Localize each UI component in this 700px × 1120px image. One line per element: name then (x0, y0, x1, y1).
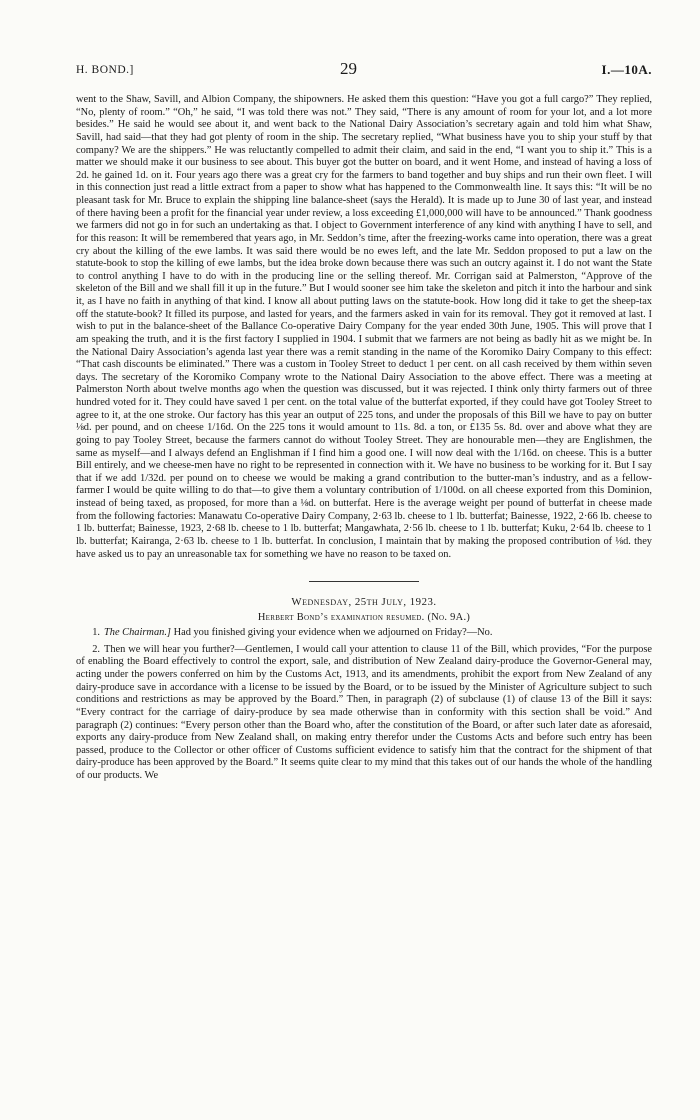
examination-subheading: Herbert Bond’s examination resumed. (No. 9A.) (257, 612, 471, 624)
question-number: 1. (92, 627, 100, 639)
header-witness: H. BOND.] (76, 64, 134, 76)
question-speaker: The Chairman.] (104, 627, 171, 639)
evidence-paragraph: went to the Shaw, Savill, and Albion Company, the shipowners. He asked them this question: “Have you got a full cargo?” They replied, “No, plenty of room.” “Oh,” he said, “I was told there was not.” They said, “There is any amount of room for your lot, and a lot more besides.” He said he would see about it, and went back to the National Dairy Association’s secretary again and told him what Shaw, Savill, had said—that they had got plenty of room in the ship. The secretary replied, “What business have you to ship your stuff by that company? We are the shippers.” He was reluctantly compelled to admit their claim, and said in the end, “I want you to ship it.” This is a matter we should make it our business to see about. This buyer got the butter on board, and it went Home, and instead of having a loss of 2d. he gained 1d. on it. Four years ago there was a great cry for the farmers to band together and buy ships and run their own fleet. I will in this connection just read a little extract from a paper to show what has happened to the Commonwealth line. It says this: “It will be no pleasant task for Mr. Bruce to explain the shipping line balance-sheet (says the Herald). It is made up to June 30 of last year, and instead of there having been a profit for the financial year under review, a loss exceeding £1,000,000 will have to be announced.” Thank goodness we farmers did not go in for such an undertaking as that. I object to Government interference of any kind with anything I have to sell, and for this reason: It will be remembered that years ago, in Mr. Seddon’s time, after the freezing-works came into operation, there was a great cry about the killing of the ewe lambs. It was said there would be no ewes left, and the late Mr. Seddon proposed to put a law on the statute-book to stop the killing of ewe lambs, but the idea broke down because there was such an outcry against it. I do not want the State to control anything I have to do with in the producing line or the selling thereof. Mr. Corrigan said at Palmerston, “Approve of the skeleton of the Bill and we shall fill it up in the future.” But I would sooner see him take the skeleton and pitch it into the harbour and sink it, as I have no faith in anything of that kind. I know all about putting laws on the statute-book. How long did it take to get the sheep-tax off the statute-book? It filled its purpose, and lasted for years, and the farmers asked in vain for its removal. They got it removed at last. I wish to put in the balance-sheet of the Ballance Co-operative Dairy Company for the year ended 30th June, 1905. This will prove that I am speaking the truth, and it is the first factory I supplied in 1904. I submit that we farmers are not being as badly hit as we might be. In the National Dairy Association’s agenda last year there was a remit standing in the name of the Koromiko Dairy Company to this effect: “That cash discounts be eliminated.” There was a custom in Tooley Street to deduct 1 per cent. on all cash received by them within seven days. The secretary of the Koromiko Company wrote to the National Dairy Association to the above effect. There was a meeting at Palmerston North about twelve months ago when the question was discussed, but it was rejected. I think only thirty farmers out of three hundred voted for it. They could have saved 1 per cent. on the total value of the butterfat exported, if they could have got Tooley Street to agree to it, at the one stroke. Our factory has this year an output of 225 tons, and under the proposals of this Bill we have to pay on butter ⅛d. per pound, and on cheese 1/16d. On the 225 tons it would amount to 11s. 8d. a ton, or £135 5s. 8d. over and above what they are going to pay Tooley Street, because the farmers cannot do without Tooley Street. They are honourable men—they are Englishmen, the same as myself—and I always defend an Englishman if I find him a good one. I will now deal with the 1/16d. on cheese. This is a butter Bill entirely, and we cheese-men have no right to be represented in connection with it. We have no business to be working for it. But I say that if we add 1/32d. per pound on to cheese we would be making a grand contribution to the butter-man’s industry, and as a fellow-farmer I would be quite willing to do that—to give them a voluntary contribution of 1/100d. on all cheese exported from this Dominion, instead of being taxed, as proposed, for more than a ⅛d. on butterfat. Here is the average weight per pound of butterfat in cheese made from the following factories: Manawatu Co-operative Dairy Company, 2·63 lb. cheese to 1 lb. butterfat; Bainesse, 1922, 2·66 lb. cheese to 1 lb. butterfat; Bainesse, 1923, 2·68 lb. cheese to 1 lb. butterfat; Mangawhata, 2·56 lb. cheese to 1 lb. butterfat; Kuku, 2·64 lb. cheese to 1 lb. butterfat; Kairanga, 2·63 lb. cheese to 1 lb. butterfat. In conclusion, I maintain that by making the proposed contribution of ⅛d. they have asked us to pay an unreasonable tax for something we have no reason to be taxed on. (76, 94, 652, 560)
document-page (76, 59, 652, 783)
document-reference: I.—10A. (601, 62, 652, 77)
question-text: Then we will hear you further?—Gentlemen, I would call your attention to clause 11 of the Bill, which provides, “For the purpose of enabling the Board effectively to control the export, sale, and distribution of New Zealand dairy-produce the Governor-General may, acting under the powers conferred on him by the Customs Act, 1913, and its amendments, prohibit the export from New Zealand of any dairy-produce save in accordance with a license to be issued by the Board, or to be issued by the Minister of Agriculture subject to such conditions and restrictions as may be approved by the Board.” Then, in paragraph (2) of subclause (1) of clause 13 of the Bill it says: “Every contract for the carriage of dairy-produce by sea made otherwise than in conformity with this section shall be void.” And paragraph (2) continues: “Every person other than the Board who, after the constitution of the Board, or after such later date as aforesaid, exports any dairy-produce from New Zealand shall, on making entry therefor under the Customs Acts and before such entry has been passed, produce to the Collector or other officer of Customs sufficient evidence to satisfy him that the contract for the shipment of that dairy-produce has been approved by the Board.” It seems quite clear to my mind that this takes out of our hands the whole of the handling of our products. We (76, 643, 652, 781)
date-heading: Wednesday, 25th July, 1923. (291, 596, 437, 609)
question-number: 2. (92, 643, 100, 655)
question-text: Had you finished giving your evidence when we adjourned on Friday?—No. (170, 627, 493, 639)
page-header (76, 59, 652, 82)
question-2 (76, 644, 652, 783)
page-number: 29 (340, 59, 357, 78)
section-divider (309, 581, 419, 582)
question-1 (76, 627, 652, 640)
